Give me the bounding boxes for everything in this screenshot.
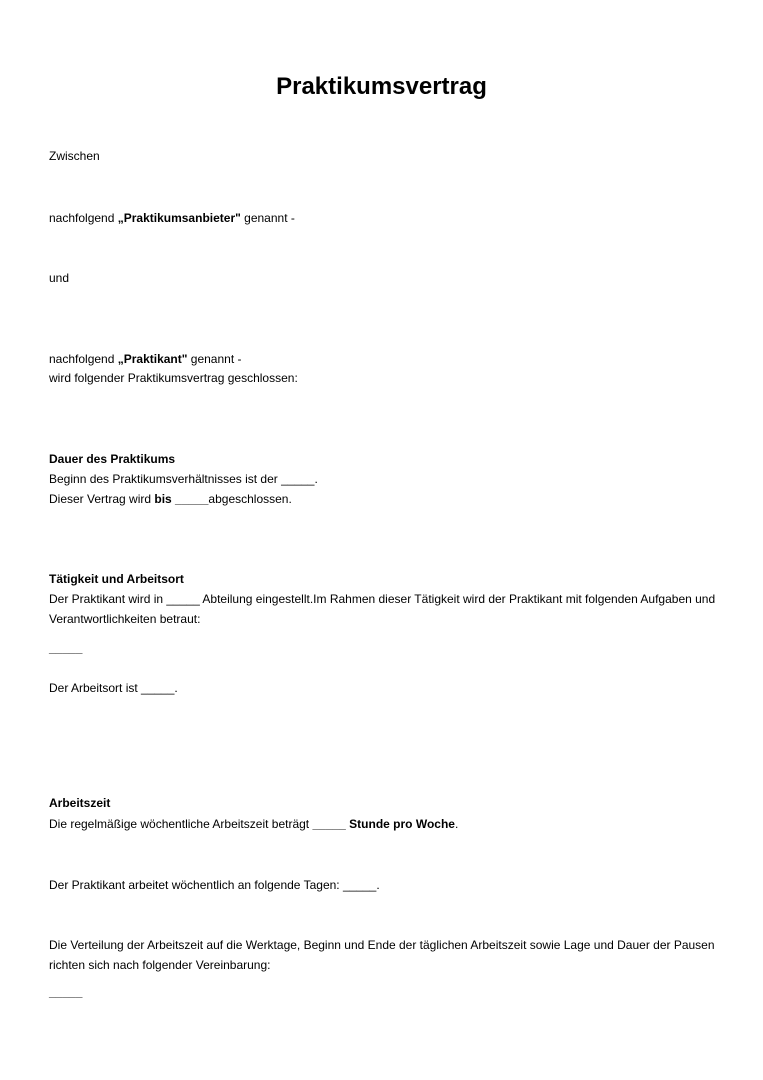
dauer-line2-prefix: Dieser Vertrag wird (49, 492, 155, 506)
dauer-line2-suffix: abgeschlossen. (208, 492, 292, 506)
dauer-line2-bold: bis _____ (154, 492, 209, 506)
intro-closing: wird folgender Praktikumsvertrag geschlossen: (49, 371, 298, 385)
document-title: Praktikumsvertrag (276, 73, 487, 100)
taetigkeit-paragraph: Der Praktikant wird in _____ Abteilung eingestellt.Im Rahmen dieser Tätigkeit wird der Praktikant mit folgenden Aufgaben und Verantwortlichkeiten betraut: (49, 592, 716, 626)
arbeitszeit-line1-suffix: . (454, 817, 459, 831)
intro-und: und (49, 271, 70, 285)
intro-party1 (49, 210, 295, 226)
party1-prefix: nachfolgend (49, 211, 118, 225)
arbeitszeit-line1-prefix: Die regelmäßige wöchentliche Arbeitszeit beträgt (49, 817, 313, 831)
section-heading-arbeitszeit: Arbeitszeit (49, 796, 111, 810)
dauer-line1: Beginn des Praktikumsverhältnisses ist der _____. (49, 472, 318, 486)
party1-suffix: genannt - (240, 211, 295, 225)
taetigkeit-blank: _____ (49, 641, 83, 655)
party1-role: „Praktikumsanbieter" (117, 211, 241, 225)
arbeitszeit-line1 (49, 816, 458, 832)
party2-prefix: nachfolgend (49, 352, 118, 366)
section-heading-dauer: Dauer des Praktikums (49, 452, 176, 466)
intro-zwischen: Zwischen (49, 149, 100, 163)
section-heading-taetigkeit: Tätigkeit und Arbeitsort (49, 572, 184, 586)
dauer-line2 (49, 491, 292, 507)
arbeitsort-line: Der Arbeitsort ist _____. (49, 681, 178, 695)
arbeitszeit-blank: _____ (49, 985, 83, 999)
verteilung-paragraph: Die Verteilung der Arbeitszeit auf die Werktage, Beginn und Ende der täglichen Arbeitszeit sowie Lage und Dauer der Pausen richten sich nach folgender Vereinbarung: (49, 938, 715, 972)
arbeitstage-line: Der Praktikant arbeitet wöchentlich an folgende Tagen: _____. (49, 878, 380, 892)
intro-party2 (49, 351, 242, 367)
arbeitszeit-line1-bold: _____ Stunde pro Woche (312, 817, 455, 831)
party2-suffix: genannt - (187, 352, 242, 366)
party2-role: „Praktikant" (117, 352, 188, 366)
